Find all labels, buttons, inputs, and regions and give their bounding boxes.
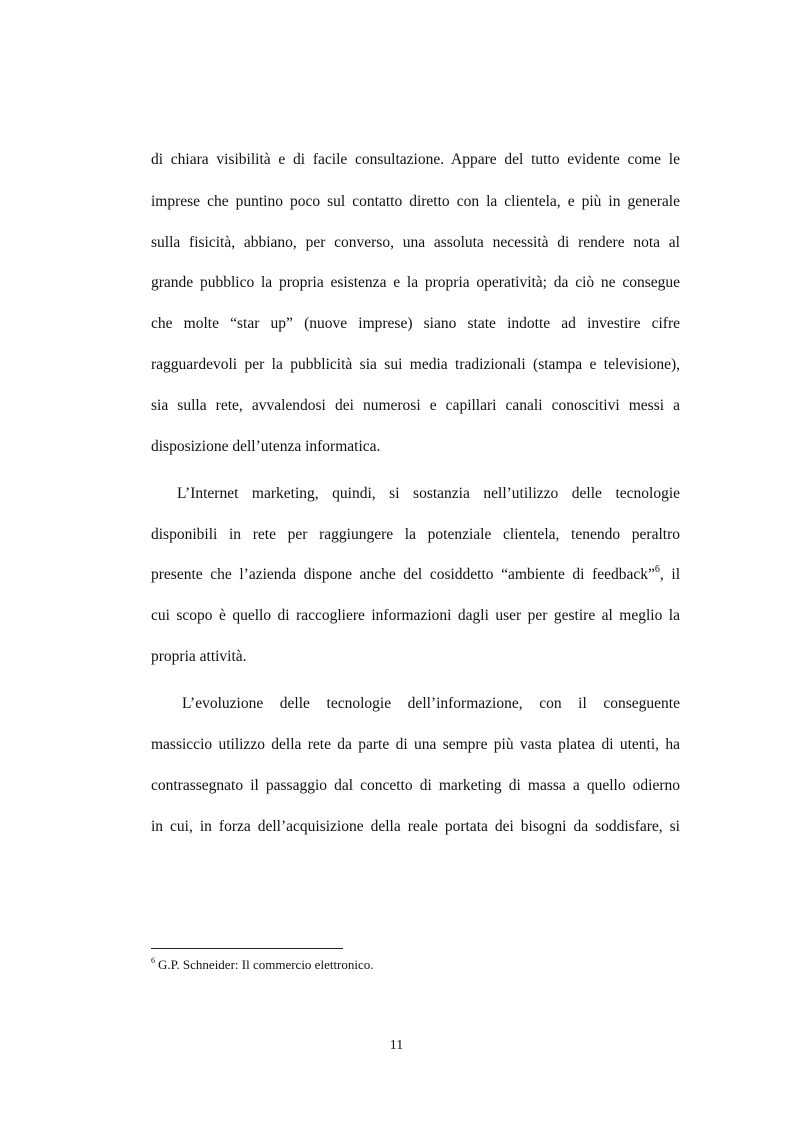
footnote-number: 6 xyxy=(151,955,155,965)
text-line: massiccio utilizzo della rete da parte di una sempre più vasta platea di utenti, ha xyxy=(151,736,680,753)
text-line: cui scopo è quello di raccogliere informazioni dagli user per gestire al meglio la xyxy=(151,607,680,624)
text-line: sulla fisicità, abbiano, per converso, una assoluta necessità di rendere nota al xyxy=(151,234,680,251)
page-number: 11 xyxy=(389,1038,404,1053)
text-line: propria attività. xyxy=(151,648,247,665)
text-segment: presente che l’azienda dispone anche del cosiddetto “ambiente di feedback” xyxy=(151,566,655,583)
footnote-text: G.P. Schneider: Il commercio elettronico. xyxy=(158,957,374,972)
text-line: sia sulla rete, avvalendosi dei numerosi e capillari canali conoscitivi messi a xyxy=(151,397,680,414)
text-line: L’evoluzione delle tecnologie dell’informazione, con il conseguente xyxy=(182,695,680,712)
text-line: di chiara visibilità e di facile consultazione. Appare del tutto evidente come le xyxy=(151,151,680,168)
text-line: in cui, in forza dell’acquisizione della reale portata dei bisogni da soddisfare, si xyxy=(151,818,680,835)
text-line: che molte “star up” (nuove imprese) siano state indotte ad investire cifre xyxy=(151,315,680,332)
text-line: grande pubblico la propria esistenza e la propria operatività; da ciò ne consegue xyxy=(151,274,680,291)
footnote-separator xyxy=(151,948,343,949)
text-line: L’Internet marketing, quindi, si sostanzia nell’utilizzo delle tecnologie xyxy=(177,485,680,502)
text-line-with-footnote-ref xyxy=(151,565,680,585)
text-line: disponibili in rete per raggiungere la potenziale clientela, tenendo peraltro xyxy=(151,526,680,543)
text-line: imprese che puntino poco sul contatto diretto con la clientela, e più in generale xyxy=(151,193,680,210)
text-line: contrassegnato il passaggio dal concetto di marketing di massa a quello odierno xyxy=(151,777,680,794)
footnote-reference[interactable]: 6 xyxy=(654,563,660,575)
text-line: disposizione dell’utenza informatica. xyxy=(151,438,381,455)
text-line: ragguardevoli per la pubblicità sia sui media tradizionali (stampa e televisione), xyxy=(151,356,680,373)
footnote xyxy=(151,957,374,973)
text-segment: , il xyxy=(659,566,680,583)
